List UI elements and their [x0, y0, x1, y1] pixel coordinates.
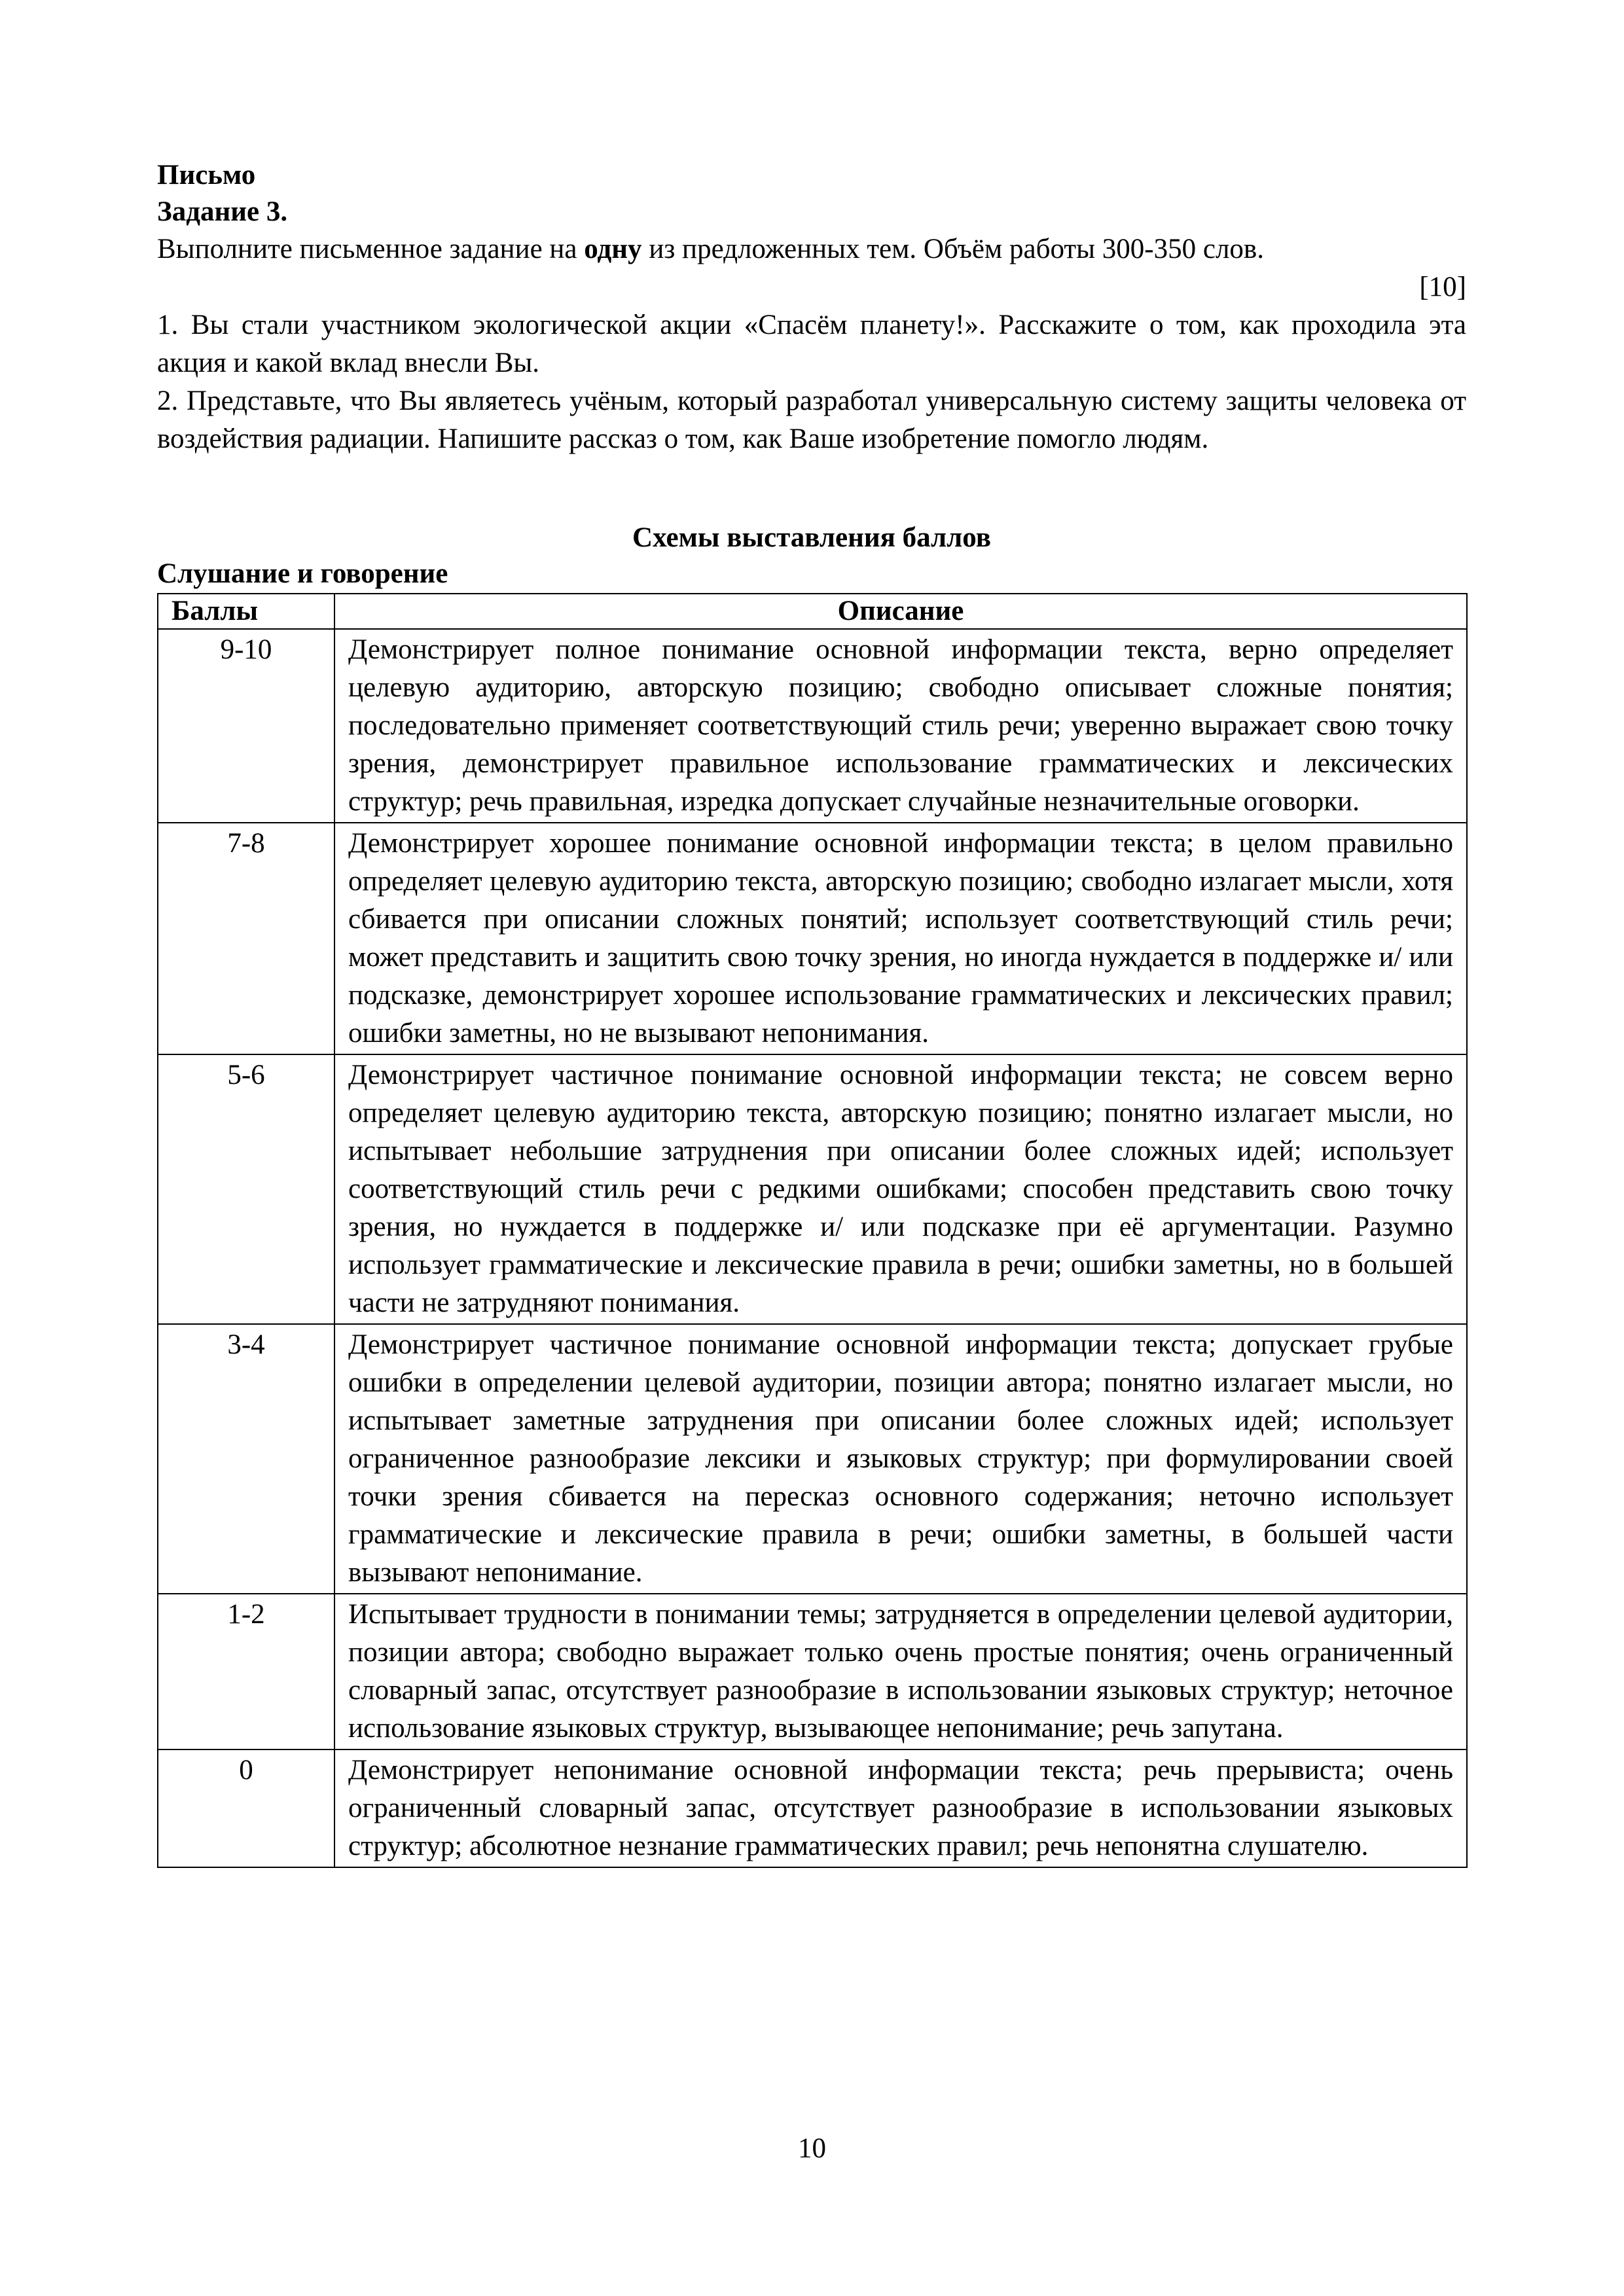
table-row [158, 1594, 1467, 1749]
task-points: [10] [1419, 272, 1466, 302]
row-description: Демонстрирует частичное понимание основной информации текста; не совсем верно определяет целевую аудиторию текста, авторскую позицию; понятно излагает мысли, но испытывает небольшие затруднения при описании более сложных идей; использует соответствующий стиль речи с редкими ошибками; способен представить свою точку зрения, но нуждается в поддержке и/ или подсказке при её аргументации. Разумно использует грамматические и лексические правила в речи; ошибки заметны, но в большей части не затрудняют понимания. [334, 1054, 1467, 1324]
instruction-text-before: Выполните письменное задание на [157, 234, 585, 264]
row-score: 7-8 [158, 823, 334, 1054]
row-description: Испытывает трудности в понимании темы; затрудняется в определении целевой аудитории, позиции автора; свободно выражает только очень простые понятия; очень ограниченный словарный запас, отсутствует разнообразие в использовании языковых структур; неточное использование языковых структур, вызывающее непонимание; речь запутана. [334, 1594, 1467, 1749]
row-score: 9-10 [158, 629, 334, 823]
page-number: 10 [798, 2133, 826, 2164]
table-row [158, 629, 1467, 823]
task-instruction [157, 230, 1466, 268]
row-score: 5-6 [158, 1054, 334, 1324]
table-row [158, 1324, 1467, 1594]
task-heading: Задание 3. [157, 196, 288, 227]
row-score: 0 [158, 1749, 334, 1867]
row-description: Демонстрирует хорошее понимание основной информации текста; в целом правильно определяет целевую аудиторию текста, авторскую позицию; свободно излагает мысли, хотя сбивается при описании сложных понятий; использует соответствующий стиль речи; может представить и защитить свою точку зрения, но иногда нуждается в поддержке и/ или подсказке, демонстрирует хорошее использование грамматических и лексических правил; ошибки заметны, но не вызывают непонимания. [334, 823, 1467, 1054]
row-score: 3-4 [158, 1324, 334, 1594]
table-row [158, 1054, 1467, 1324]
header-score: Баллы [158, 594, 334, 629]
section-heading: Письмо [157, 160, 256, 190]
instruction-text-after: из предложенных тем. Объём работы 300-350 слов. [641, 234, 1264, 264]
table-row [158, 1749, 1467, 1867]
header-description: Описание [334, 594, 1467, 629]
row-description: Демонстрирует непонимание основной информации текста; речь прерывиста; очень ограниченный словарный запас, отсутствует разнообразие в использовании языковых структур; абсолютное незнание грамматических правил; речь непонятна слушателю. [334, 1749, 1467, 1867]
table-header-row [158, 594, 1467, 629]
row-description: Демонстрирует полное понимание основной информации текста, верно определяет целевую аудиторию, авторскую позицию; свободно описывает сложные понятия; последовательно применяет соответствующий стиль речи; уверенно выражает свою точку зрения, демонстрирует правильное использование грамматических и лексических структур; речь правильная, изредка допускает случайные незначительные оговорки. [334, 629, 1467, 823]
table-row [158, 823, 1467, 1054]
topic-item: 1. Вы стали участником экологической акции «Спасём планету!». Расскажите о том, как проходила эта акция и какой вклад внесли Вы. [157, 310, 1466, 378]
row-description: Демонстрирует частичное понимание основной информации текста; допускает грубые ошибки в определении целевой аудитории, позиции автора; понятно излагает мысли, но испытывает заметные затруднения при описании более сложных идей; использует ограниченное разнообразие лексики и языковых структур; при формулировании своей точки зрения сбивается на пересказ основного содержания; неточно использует грамматические и лексические правила в речи; ошибки заметны, в большей части вызывают непонимание. [334, 1324, 1467, 1594]
row-score: 1-2 [158, 1594, 334, 1749]
schemes-title: Схемы выставления баллов [632, 522, 991, 553]
subsection-title: Слушание и говорение [157, 558, 448, 589]
topic-item: 2. Представьте, что Вы являетесь учёным, который разработал универсальную систему защиты человека от воздействия радиации. Напишите рассказ о том, как Ваше изобретение помогло людям. [157, 386, 1466, 454]
instruction-emphasis: одну [584, 234, 642, 264]
document-page [157, 157, 1466, 1868]
scoring-table [157, 593, 1468, 1868]
